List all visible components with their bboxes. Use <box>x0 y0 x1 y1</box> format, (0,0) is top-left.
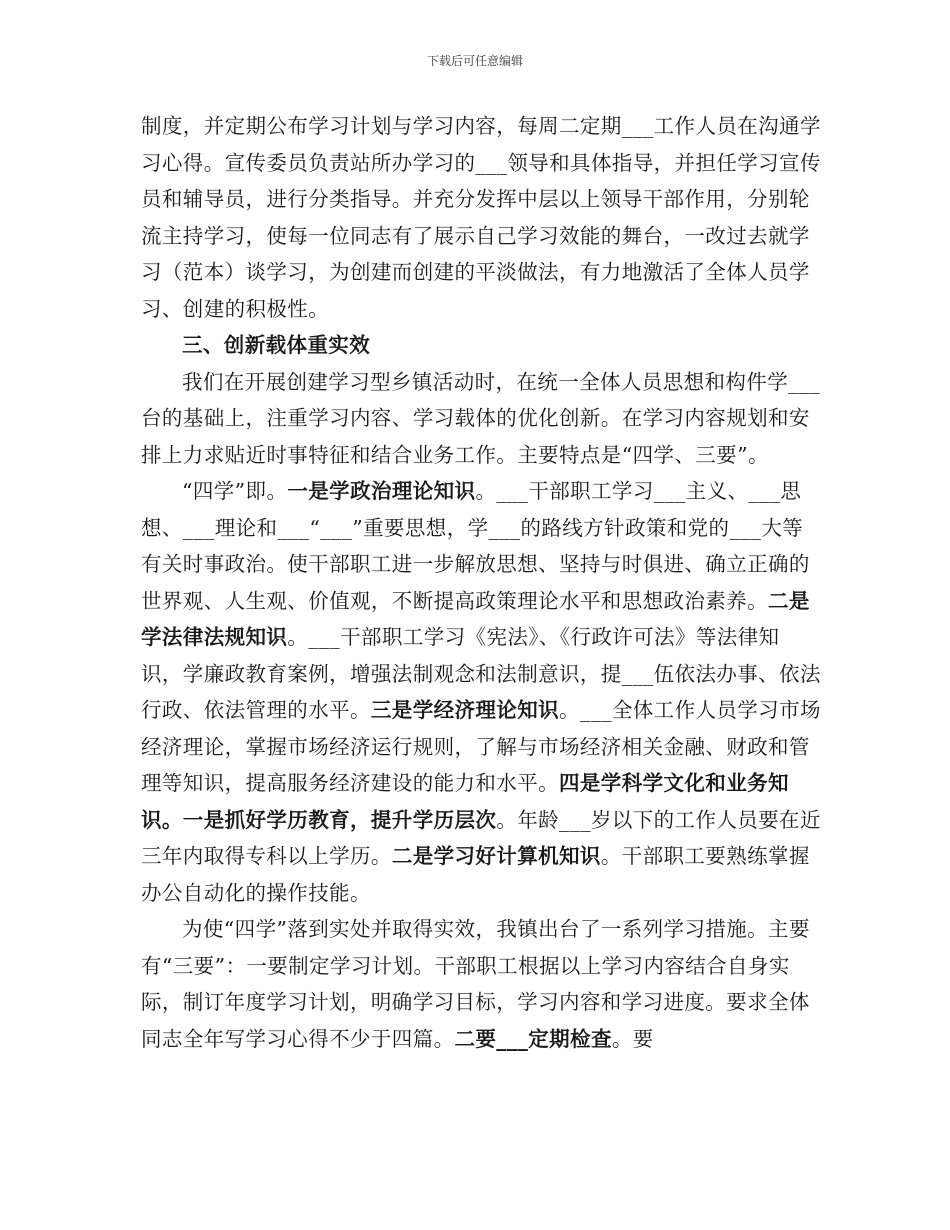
text-segment: “四学”即。 <box>182 479 288 503</box>
text-segment: 我们在开展创建学习型乡镇活动时，在统一全体人员思想和构件学___台的基础上，注重学习内容、学习载体的优化创新。在学习内容规划和安排上力求贴近时事特征和结合业务工作。主要特点是“四学、三要”。 <box>141 369 821 467</box>
paragraph-1 <box>141 108 821 327</box>
document-body <box>141 108 821 1057</box>
bold-text-segment: 三是学经济理论知识 <box>370 698 560 722</box>
paragraph-4 <box>141 911 821 1057</box>
bold-text-segment: 二是学法律法规知识 <box>141 588 810 649</box>
page-header: 下载后可任意编辑 <box>426 54 523 68</box>
section-heading <box>141 327 821 364</box>
bold-text-segment: 四是学科学文化和业务知识。一是抓好学历教育，提升学历层次 <box>141 771 789 832</box>
text-segment: 。年龄___岁以下的工作人员要在近三年内取得专科以上学历。 <box>141 807 821 868</box>
paragraph-2 <box>141 364 821 474</box>
bold-text-segment: 二要___定期检查 <box>454 1026 612 1051</box>
paragraph-3 <box>141 473 821 911</box>
text-segment: 。干部职工要熟练掌握办公自动化的操作技能。 <box>141 844 810 905</box>
text-segment: 。___全体工作人员学习市场经济理论，掌握市场经济运行规则，了解与市场经济相关金融、财政和管理等知识，提高服务经济建设的能力和水平。 <box>141 698 821 795</box>
text-segment: 三、创新载体重实效 <box>182 333 371 357</box>
text-segment: 。___干部职工学习《宪法》、《行政许可法》等法律知识，学廉政教育案例，增强法制观念和法制意识，提___伍依法办事、依法行政、依法管理的水平。 <box>141 625 821 722</box>
text-segment: 。___干部职工学习___主义、___思想、___理论和___“___”重要思想，学___的路线方针政策和党的___大等有关时事政治。使干部职工进一步解放思想、坚持与时俱进、确立正确的世界观、人生观、价值观，不断提高政策理论水平和思想政治素养。 <box>141 479 810 613</box>
text-segment: 为使“四学”落到实处并取得实效，我镇出台了一系列学习措施。主要有“三要”：一要制定学习计划。干部职工根据以上学习内容结合自身实际，制订年度学习计划，明确学习目标，学习内容和学习进度。要求全体同志全年写学习心得不少于四篇。 <box>141 917 810 1051</box>
text-segment: 制度，并定期公布学习计划与学习内容，每周二定期___工作人员在沟通学习心得。宣传委员负责站所办学习的___领导和具体指导，并担任学习宣传员和辅导员，进行分类指导。并充分发挥中层以上领导干部作用，分别轮流主持学习，使每一位同志有了展示自己学习效能的舞台，一改过去就学习（范本）谈学习，为创建而创建的平淡做法，有力地激活了全体人员学习、创建的积极性。 <box>141 114 821 321</box>
bold-text-segment: 二是学习好计算机知识 <box>391 844 601 868</box>
bold-text-segment: 一是学政治理论知识 <box>287 479 476 503</box>
text-segment: 。要 <box>611 1026 654 1051</box>
